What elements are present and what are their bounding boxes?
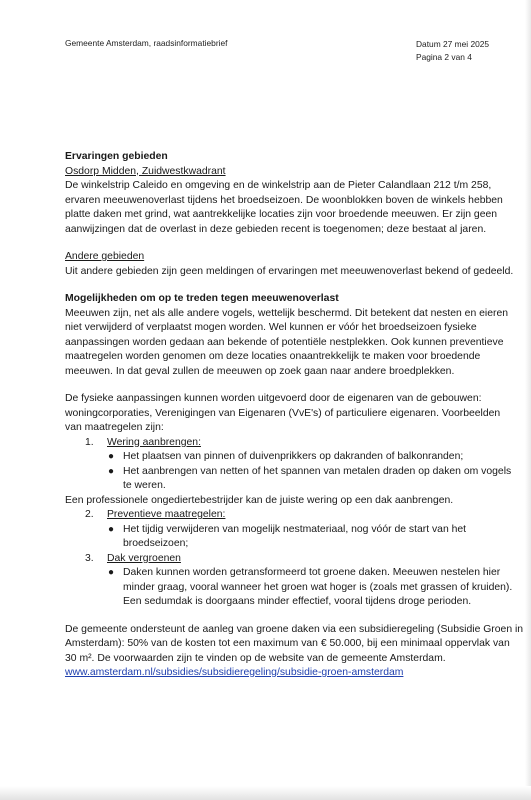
page-bottom-shadow [0, 786, 531, 800]
paragraph-line: 30 m². De voorwaarden zijn te vinden op de website van de gemeente Amsterdam. [65, 652, 446, 664]
paragraph-line: van maatregelen zijn: [65, 422, 164, 433]
list-number: 1. [85, 436, 94, 448]
paragraph-line: woningcorporaties, Verenigingen van Eigenaren (VvE's) of particuliere eigenaren. Voorbeelden [65, 407, 501, 419]
bullet-line: Een sedumdak is doorgaans minder effectief, vooral tijdens droge perioden. [123, 596, 472, 607]
bullet-icon: ● [108, 465, 115, 477]
paragraph-line: aanwijzingen dat de overlast in deze gebieden recent is toegenomen; deze bestaat al jaren. [65, 223, 487, 235]
paragraph-line: Amsterdam): 50% van de kosten tot een maximum van € 50.000, bij een minimaal oppervlak van [65, 638, 510, 649]
paragraph-line: meeuwen. In dat geval zullen de meeuwen op zoek gaan naar andere broedplekken. [65, 365, 455, 377]
paragraph-line: niet verwijderd of verplaatst mogen worden. Wel kunnen er vóór het broedseizoen fysieke [65, 322, 477, 333]
bullet-item [65, 465, 525, 494]
list-item-label: Wering aanbrengen: [107, 436, 201, 448]
list-item-label: Dak vergroenen [107, 552, 181, 564]
paragraph-line: De winkelstrip Caleido en omgeving en de winkelstrip aan de Pieter Calandlaan 212 t/m 258, [65, 180, 492, 191]
bullet-icon: ● [108, 567, 115, 578]
paragraph-line: De gemeente ondersteunt de aanleg van groene daken via een subsidieregeling (Subsidie Groen in [65, 623, 524, 635]
bullet-item [65, 450, 525, 465]
bullet-line: Daken kunnen worden getransformeerd tot groene daken. Meeuwen nestelen hier [123, 567, 501, 578]
section-heading-mogelijkheden: Mogelijkheden om op te treden tegen meeuwenoverlast [65, 293, 339, 304]
page-edge-shadow [525, 0, 531, 800]
bullet-line: Het plaatsen van pinnen of duivenprikkers op dakranden of balkonranden; [123, 451, 464, 462]
header-page-number: Pagina 2 van 4 [416, 52, 472, 62]
subheading-osdorp: Osdorp Midden, Zuidwestkwadrant [65, 165, 226, 177]
bullet-line: Het tijdig verwijderen van mogelijk nestmateriaal, nog vóór de start van het [123, 523, 467, 535]
paragraph-line: Uit andere gebieden zijn geen meldingen of ervaringen met meeuwenoverlast bekend of gedeeld. [65, 265, 514, 277]
numbered-item-3 [65, 552, 525, 567]
subsidie-link[interactable]: www.amsterdam.nl/subsidies/subsidieregeling/subsidie-groen-amsterdam [65, 667, 404, 678]
numbered-item-1 [65, 436, 525, 451]
bullet-item [65, 566, 525, 610]
section-heading-ervaringen: Ervaringen gebieden [65, 151, 168, 162]
list-number: 3. [85, 552, 94, 564]
bullet-line: te weren. [123, 480, 166, 491]
paragraph-line: ervaren meeuwenoverlast tijdens het broedseizoen. De woonblokken boven de winkels hebben [65, 194, 503, 206]
letter-header-meta [416, 38, 489, 64]
bullet-line: Het aanbrengen van netten of het spannen van metalen draden op daken om vogels [123, 465, 512, 477]
bullet-line: minder graag, vooral wanneer het groen wat hoger is (zoals met grassen of kruiden). [123, 581, 513, 593]
list-number: 2. [85, 509, 94, 520]
paragraph-line: maatregelen worden genomen om deze locaties onaantrekkelijk te maken voor broedende [65, 351, 481, 362]
bullet-icon: ● [108, 523, 115, 535]
letter-header-title: Gemeente Amsterdam, raadsinformatiebrief [65, 38, 228, 48]
paragraph-line: platte daken met grind, wat aantrekkelijke locaties zijn voor broedende meeuwen. Er zijn geen [65, 209, 498, 220]
document-body [65, 150, 525, 681]
paragraph-line: Meeuwen zijn, net als alle andere vogels, wettelijk beschermd. Dit betekent dat nesten en eieren [65, 307, 509, 319]
header-date: Datum 27 mei 2025 [416, 39, 490, 49]
paragraph-line: De fysieke aanpassingen kunnen worden uitgevoerd door de eigenaren van de gebouwen: [65, 393, 482, 404]
list-item-label: Preventieve maatregelen: [107, 509, 226, 520]
numbered-item-2 [65, 508, 525, 523]
bullet-line: broedseizoen; [123, 538, 189, 549]
subheading-andere-gebieden: Andere gebieden [65, 251, 145, 262]
bullet-item [65, 523, 525, 552]
paragraph-line: Een professionele ongediertebestrijder kan de juiste wering op een dak aanbrengen. [65, 494, 454, 506]
paragraph-line: aanpassingen worden gedaan aan bekende of potentiële nestplekken. Ook kunnen preventieve [65, 336, 504, 348]
bullet-icon: ● [108, 451, 115, 462]
